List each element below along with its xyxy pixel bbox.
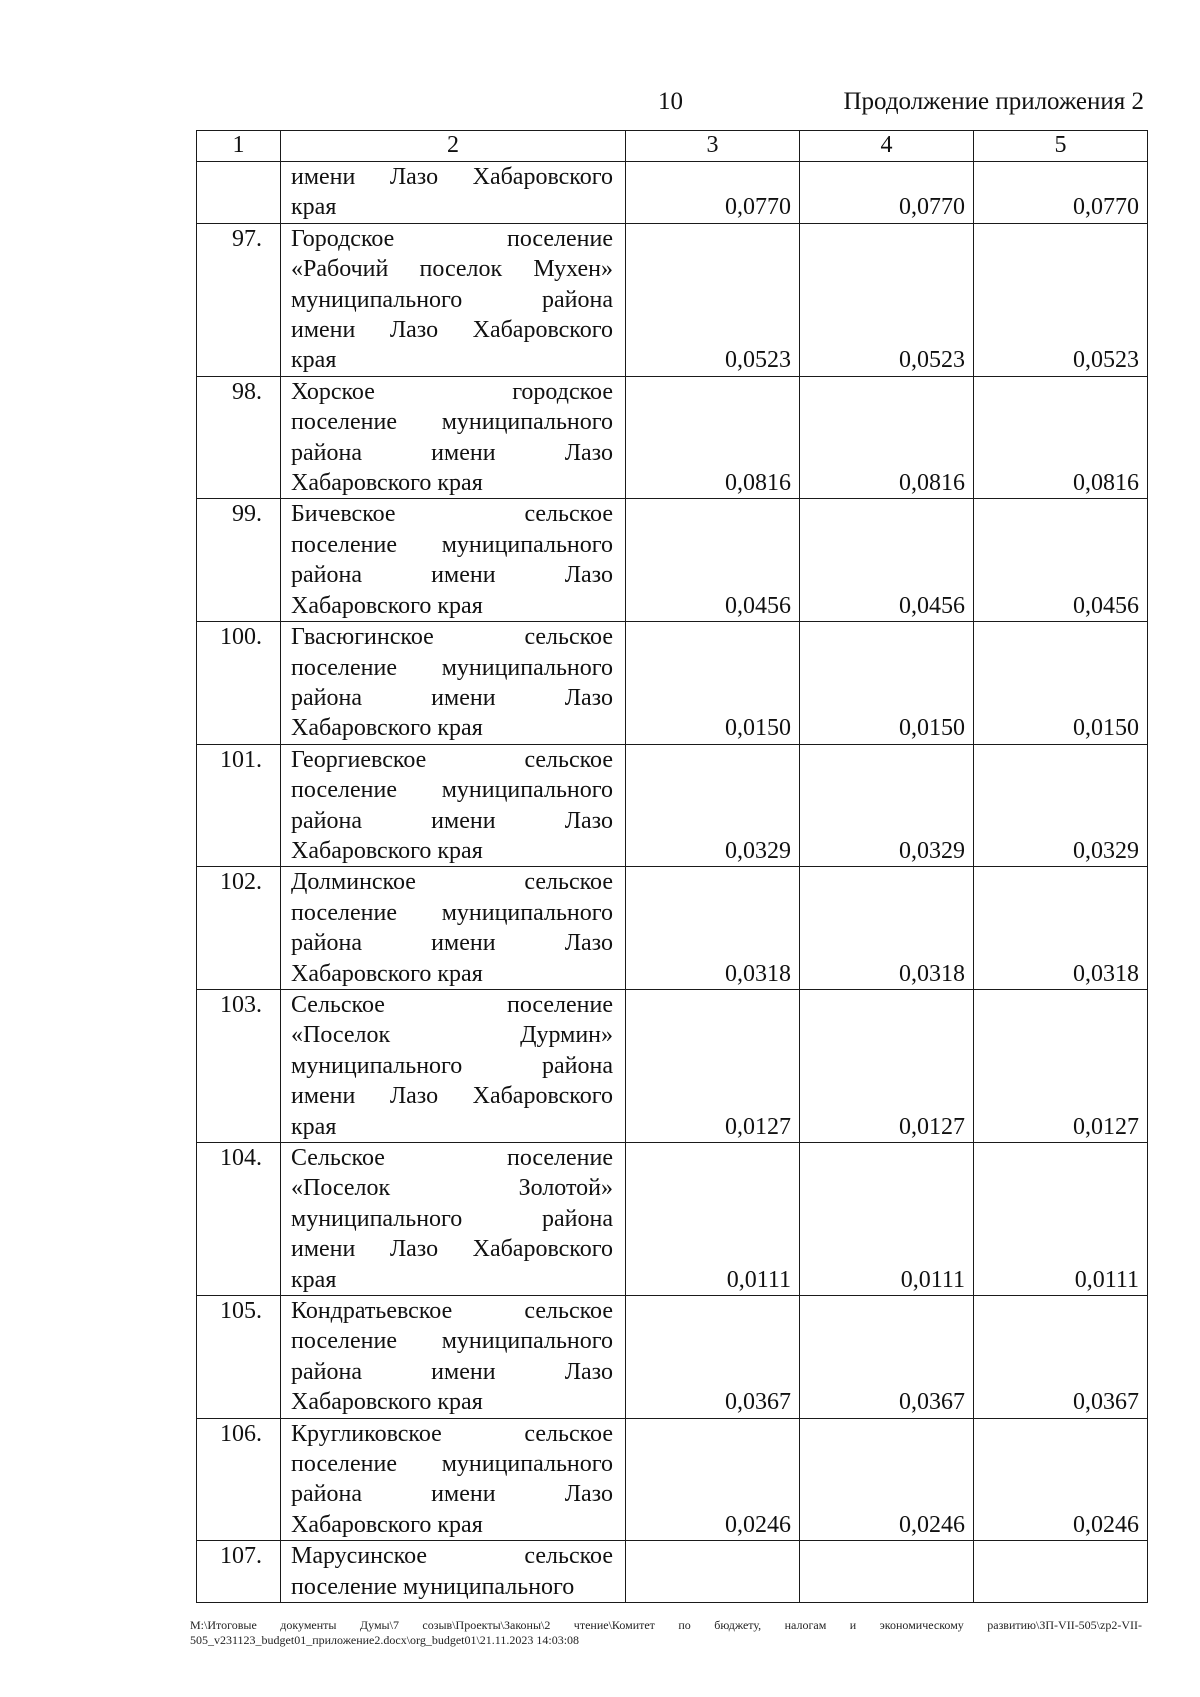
name-line: края bbox=[291, 1266, 337, 1293]
value-cell-v4: 0,0367 bbox=[800, 1296, 974, 1419]
municipality-name bbox=[281, 223, 626, 376]
table-row bbox=[197, 376, 1148, 499]
value-cell-v3 bbox=[626, 1541, 800, 1603]
table-row bbox=[197, 989, 1148, 1142]
municipality-name bbox=[281, 622, 626, 745]
name-line: «Поселок Дурмин» bbox=[291, 1022, 613, 1049]
name-line: Георгиевское сельское bbox=[291, 746, 613, 773]
value-cell-v3: 0,0318 bbox=[626, 867, 800, 990]
value-cell-v3: 0,0111 bbox=[626, 1143, 800, 1296]
table-row bbox=[197, 162, 1148, 224]
value-cell-v4: 0,0816 bbox=[800, 376, 974, 499]
table-row bbox=[197, 867, 1148, 990]
table-row bbox=[197, 1418, 1148, 1541]
value-cell-v4: 0,0329 bbox=[800, 744, 974, 867]
name-line: Гвасюгинское сельское bbox=[291, 624, 613, 651]
value-cell-v5: 0,0111 bbox=[974, 1143, 1148, 1296]
table-row bbox=[197, 1541, 1148, 1603]
name-line: поселение муниципального bbox=[291, 1451, 613, 1478]
value-cell-v5: 0,0127 bbox=[974, 989, 1148, 1142]
table-row bbox=[197, 1296, 1148, 1419]
value-cell-v4: 0,0770 bbox=[800, 162, 974, 224]
value-cell-v3: 0,0150 bbox=[626, 622, 800, 745]
name-line: муниципального района bbox=[291, 1052, 613, 1079]
table-row bbox=[197, 499, 1148, 622]
value-cell-v5 bbox=[974, 1541, 1148, 1603]
name-line: Кондратьевское сельское bbox=[291, 1298, 613, 1325]
name-line: Хорское городское bbox=[291, 378, 613, 405]
row-number: 102. bbox=[197, 867, 281, 990]
name-line: Бичевское сельское bbox=[291, 501, 613, 528]
name-line: края bbox=[291, 347, 337, 374]
table-row bbox=[197, 223, 1148, 376]
value-cell-v3: 0,0367 bbox=[626, 1296, 800, 1419]
name-line: Сельское поселение bbox=[291, 1145, 613, 1171]
name-line: поселение муниципального bbox=[291, 1328, 613, 1355]
value-cell-v5: 0,0367 bbox=[974, 1296, 1148, 1419]
municipality-name bbox=[281, 1541, 626, 1603]
name-line: муниципального района bbox=[291, 286, 613, 313]
name-line: поселение муниципального bbox=[291, 409, 613, 436]
value-cell-v4: 0,0318 bbox=[800, 867, 974, 990]
name-line: Кругликовское сельское bbox=[291, 1420, 613, 1447]
name-line: «Рабочий поселок Мухен» bbox=[291, 256, 613, 283]
value-cell-v4: 0,0111 bbox=[800, 1143, 974, 1296]
row-number: 103. bbox=[197, 989, 281, 1142]
value-cell-v5: 0,0246 bbox=[974, 1418, 1148, 1541]
footer-file-path: M:\Итоговые документы Думы\7 созыв\Проекты\Законы\2 чтение\Комитет по бюджету, налогам и экономическому развитию\ЗП-VII-505\zp2-VII-505_v231123_budget01_приложение2.docx\org_budget01\21.11.2023 14:03:08 bbox=[190, 1618, 1142, 1647]
name-line: Городское поселение bbox=[291, 225, 613, 252]
table-header-row bbox=[197, 131, 1148, 162]
municipality-name bbox=[281, 989, 626, 1142]
name-line: имени Лазо Хабаровского bbox=[291, 1236, 613, 1263]
name-line: Хабаровского края bbox=[291, 470, 483, 497]
name-line: имени Лазо Хабаровского bbox=[291, 1083, 613, 1110]
value-cell-v3: 0,0816 bbox=[626, 376, 800, 499]
value-cell-v4: 0,0127 bbox=[800, 989, 974, 1142]
name-line: района имени Лазо bbox=[291, 930, 613, 957]
column-header: 1 bbox=[197, 131, 281, 162]
value-cell-v3: 0,0770 bbox=[626, 162, 800, 224]
name-line: района имени Лазо bbox=[291, 439, 613, 466]
name-line: Марусинское сельское bbox=[291, 1543, 613, 1570]
continuation-heading: Продолжение приложения 2 bbox=[843, 88, 1144, 115]
row-number: 101. bbox=[197, 744, 281, 867]
column-header: 4 bbox=[800, 131, 974, 162]
table-row bbox=[197, 744, 1148, 867]
row-number bbox=[197, 162, 281, 224]
row-number: 105. bbox=[197, 1296, 281, 1419]
row-number: 106. bbox=[197, 1418, 281, 1541]
name-line: Сельское поселение bbox=[291, 991, 613, 1018]
name-line: поселение муниципального bbox=[291, 899, 613, 926]
value-cell-v3: 0,0456 bbox=[626, 499, 800, 622]
name-line: края bbox=[291, 1113, 337, 1140]
value-cell-v5: 0,0770 bbox=[974, 162, 1148, 224]
name-line: района имени Лазо bbox=[291, 562, 613, 589]
row-number: 98. bbox=[197, 376, 281, 499]
name-line: муниципального района bbox=[291, 1205, 613, 1232]
value-cell-v5: 0,0456 bbox=[974, 499, 1148, 622]
name-line: Хабаровского края bbox=[291, 1389, 483, 1416]
column-header: 2 bbox=[281, 131, 626, 162]
name-line: Хабаровского края bbox=[291, 1511, 483, 1538]
municipality-name bbox=[281, 1418, 626, 1541]
name-line: поселение муниципального bbox=[291, 531, 613, 558]
name-line: края bbox=[291, 194, 337, 221]
page-number: 10 bbox=[658, 88, 683, 115]
name-line: поселение муниципального bbox=[291, 777, 613, 804]
table-body bbox=[197, 162, 1148, 1603]
value-cell-v4: 0,0523 bbox=[800, 223, 974, 376]
name-line: района имени Лазо bbox=[291, 1481, 613, 1508]
name-line: Долминское сельское bbox=[291, 869, 613, 896]
table-row bbox=[197, 1143, 1148, 1296]
value-cell-v4: 0,0456 bbox=[800, 499, 974, 622]
municipality-name bbox=[281, 499, 626, 622]
municipality-name bbox=[281, 744, 626, 867]
name-line: Хабаровского края bbox=[291, 715, 483, 742]
row-number: 107. bbox=[197, 1541, 281, 1603]
appendix-table bbox=[196, 130, 1148, 1603]
municipality-name bbox=[281, 376, 626, 499]
name-line: района имени Лазо bbox=[291, 807, 613, 834]
name-line: района имени Лазо bbox=[291, 1358, 613, 1385]
value-cell-v4: 0,0246 bbox=[800, 1418, 974, 1541]
value-cell-v5: 0,0329 bbox=[974, 744, 1148, 867]
name-line: Хабаровского края bbox=[291, 837, 483, 864]
municipality-name bbox=[281, 1143, 626, 1296]
value-cell-v5: 0,0150 bbox=[974, 622, 1148, 745]
municipality-name bbox=[281, 162, 626, 224]
column-header: 5 bbox=[974, 131, 1148, 162]
value-cell-v3: 0,0246 bbox=[626, 1418, 800, 1541]
name-line: поселение муниципального bbox=[291, 1573, 575, 1600]
name-line: «Поселок Золотой» bbox=[291, 1175, 613, 1202]
value-cell-v5: 0,0816 bbox=[974, 376, 1148, 499]
municipality-name bbox=[281, 867, 626, 990]
name-line: района имени Лазо bbox=[291, 684, 613, 711]
column-header: 3 bbox=[626, 131, 800, 162]
value-cell-v3: 0,0127 bbox=[626, 989, 800, 1142]
value-cell-v5: 0,0318 bbox=[974, 867, 1148, 990]
value-cell-v4: 0,0150 bbox=[800, 622, 974, 745]
row-number: 99. bbox=[197, 499, 281, 622]
value-cell-v3: 0,0523 bbox=[626, 223, 800, 376]
table-row bbox=[197, 622, 1148, 745]
row-number: 97. bbox=[197, 223, 281, 376]
name-line: Хабаровского края bbox=[291, 592, 483, 619]
municipality-name bbox=[281, 1296, 626, 1419]
value-cell-v3: 0,0329 bbox=[626, 744, 800, 867]
row-number: 100. bbox=[197, 622, 281, 745]
row-number: 104. bbox=[197, 1143, 281, 1296]
name-line: Хабаровского края bbox=[291, 960, 483, 987]
name-line: имени Лазо Хабаровского bbox=[291, 164, 613, 190]
value-cell-v4 bbox=[800, 1541, 974, 1603]
value-cell-v5: 0,0523 bbox=[974, 223, 1148, 376]
name-line: имени Лазо Хабаровского bbox=[291, 317, 613, 344]
name-line: поселение муниципального bbox=[291, 654, 613, 681]
